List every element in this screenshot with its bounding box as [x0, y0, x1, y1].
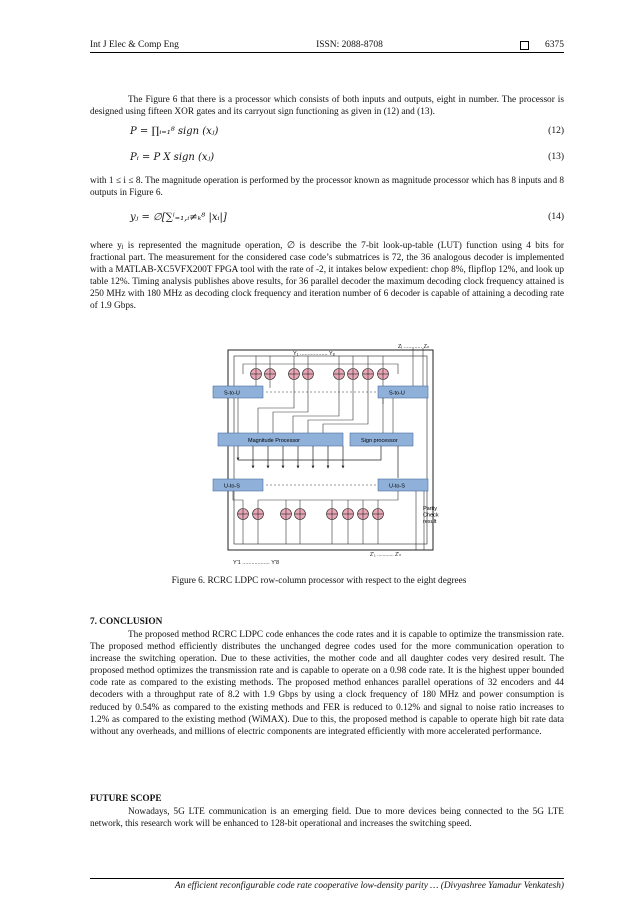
xor-gate	[289, 369, 300, 380]
u-to-s-left-label: U-to-S	[224, 483, 240, 490]
xor-gate	[348, 369, 359, 380]
equation-14	[130, 212, 564, 223]
equation-number: (14)	[548, 212, 564, 222]
footer-text: An efficient reconfigurable code rate cooperative low-density parity … (Divyashree Yamadur Venkatesh)	[174, 881, 564, 891]
y-bottom-label: Y'1 .................. Y'8	[233, 560, 280, 566]
mid-paragraph: with 1 ≤ i ≤ 8. The magnitude operation is performed by the processor known as magnitude processor which has 8 inputs and 8 outputs in Figure 6.	[90, 176, 564, 199]
xor-gate	[251, 369, 262, 380]
equation-expr: yⱼ = ∅[∑ⁱ₌₁,ᵢ≠ₖ⁸ |xᵢ|]	[130, 212, 227, 223]
figure-caption: Figure 6. RCRC LDPC row-column processor with respect to the eight degrees	[171, 576, 467, 586]
future-scope-paragraph: Nowadays, 5G LTE communication is an emerging field. Due to more devices being connected to the 5G LTE network, this research work will be enhanced to 128-bit operational and increases the switching speed.	[90, 807, 564, 830]
equation-expr: P = ∏ᵢ₌₁⁸ sign (xⱼ)	[130, 126, 219, 137]
bottom-xor-row	[238, 509, 384, 520]
xor-gate	[253, 509, 264, 520]
xor-gate	[358, 509, 369, 520]
xor-gate	[334, 369, 345, 380]
page-footer	[90, 881, 564, 891]
equation-13	[130, 152, 564, 163]
xor-gate	[378, 369, 389, 380]
z-top-label: Zᵢ ............ Zₙ	[398, 344, 430, 350]
figure-6-diagram	[198, 338, 448, 570]
top-xor-row	[251, 369, 389, 380]
outer-frame	[228, 350, 433, 550]
s-to-u-right-label: S-to-U	[389, 390, 405, 397]
conclusion-paragraph: The proposed method RCRC LDPC code enhances the code rates and it is capable to optimize the transmission rate. The proposed method efficiently distributes the unchanged degree codes used for the more communication operation to increase the switching operation. Due to these activities, the mother code and all daughter codes very desired result. The proposed method optimizes the transmission rate and is capable to operate on a 0.98 code rate. It is the highest upper bounded code rate as compared to the existing methods. The proposed method enhances parallel operations of 32 encoders and 44 decoders with a throughput rate of 8.2 with 1.9 Gbps by using a clock frequency of 180 MHz and power consumption is reduced by 0.54% as compared to the existing methods and FER is reduced to 0.12% and signal to noise ratio increases to 1.2% as compared to the existing method (WiMAX). Due to this, the proposed method is capable to operate high bit rate data without any overheads, and millions of electric components are integrated efficiently with more accelerated performance.	[90, 630, 564, 737]
issn: ISSN: 2088-8708	[316, 40, 383, 50]
equation-number: (12)	[548, 126, 564, 136]
xor-gate	[265, 369, 276, 380]
page-number-group	[520, 40, 564, 50]
sign-processor-label: Sign processor	[361, 438, 398, 444]
body-paragraph: where yⱼ is represented the magnitude operation, ∅ is describe the 7-bit look-up-table (LUT) function using 4 bits for fractional part. The measurement for the considered case code’s submatrices is 72, the 36 analogous decoder is implemented with a MATLAB-XC5VFX200T FPGA tool with the rate of -2, it intakes below expedient: chop 8%, flipflop 12%, and look up table 12%. Timing analysis publishes above results, for 36 parallel decoder the maximum decoding clock frequency attained is 250 MHz with 180 MHz as decoding clock frequency and iteration number of 6 decoder is capable of attaining a decoding rate of 1.9 Gbps.	[90, 241, 564, 312]
page-number: 6375	[544, 40, 564, 50]
z-bottom-label: Z'₁ ............ Z'ₙ	[370, 552, 402, 558]
xor-gate	[373, 509, 384, 520]
parity-line-1: Parity	[423, 506, 438, 512]
conclusion-heading: 7. CONCLUSION	[90, 617, 163, 627]
header-rule	[90, 52, 564, 53]
page-header	[90, 34, 564, 50]
equation-number: (13)	[548, 152, 564, 162]
xor-gate	[281, 509, 292, 520]
xor-gate	[295, 509, 306, 520]
equation-expr: Pᵢ = P X sign (xⱼ)	[130, 152, 215, 163]
y-top-label: Y₁ .................. Y₈	[293, 351, 335, 357]
s-to-u-left-label: S-to-U	[224, 390, 240, 397]
output-arrows	[238, 446, 398, 478]
u-to-s-right-label: U-to-S	[389, 483, 405, 490]
parity-line-3: result	[423, 519, 437, 525]
xor-gate	[363, 369, 374, 380]
intro-paragraph: The Figure 6 that there is a processor which consists of both inputs and outputs, eight in number. The processor is designed using fifteen XOR gates and its carryout sign functioning as given in (12) and (13).	[90, 95, 564, 118]
square-icon	[520, 41, 529, 50]
journal-name: Int J Elec & Comp Eng	[90, 40, 179, 50]
bottom-wiring	[233, 491, 424, 550]
parity-check-label	[423, 506, 440, 525]
xor-gate	[238, 509, 249, 520]
parity-line-2: Check	[423, 512, 439, 519]
magnitude-processor-label: Magnitude Processor	[248, 438, 300, 444]
footer-rule	[90, 878, 564, 879]
xor-gate	[303, 369, 314, 380]
xor-gate	[343, 509, 354, 520]
xor-gate	[327, 509, 338, 520]
equation-12	[130, 126, 564, 137]
future-scope-heading: FUTURE SCOPE	[90, 794, 162, 804]
